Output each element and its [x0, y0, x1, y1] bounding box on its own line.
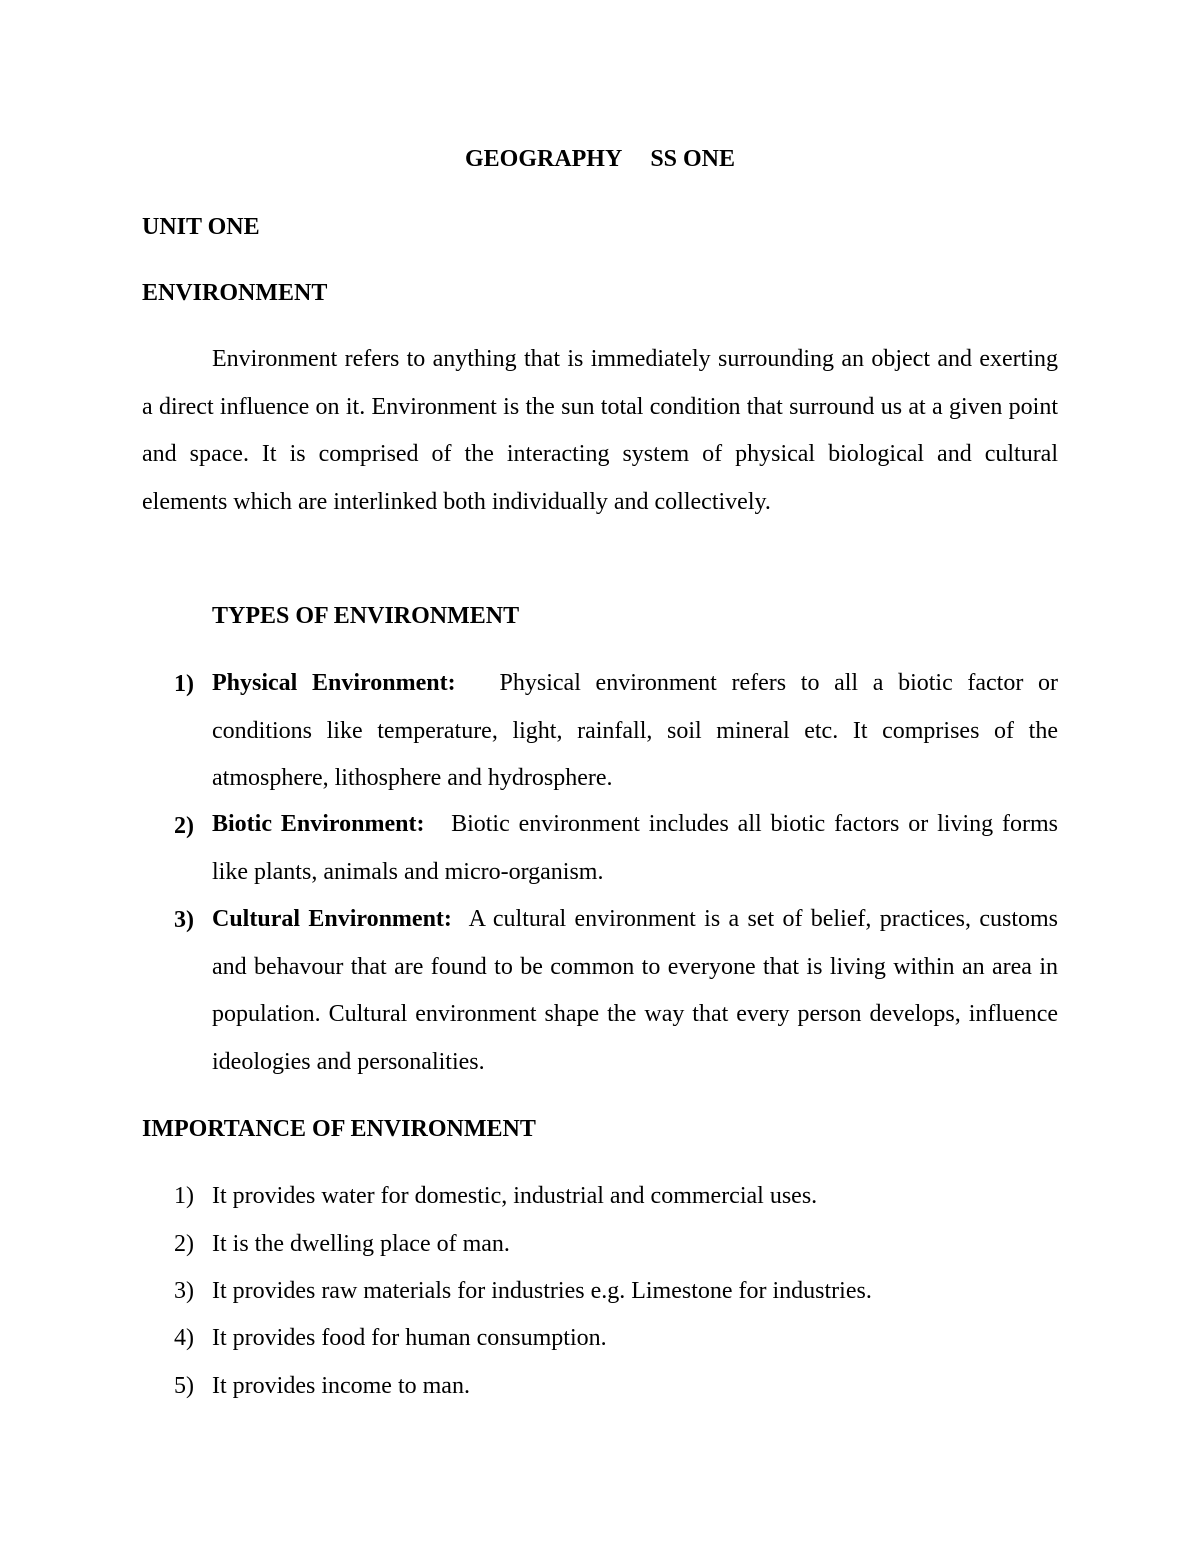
importance-number: 1): [174, 1183, 194, 1209]
topic-heading: ENVIRONMENT: [142, 280, 328, 306]
type-label: Biotic Environment:: [212, 811, 425, 837]
title-subject: GEOGRAPHY: [464, 146, 623, 172]
type-text: A cultural environment is a set of belief, practices, customs and behavour that are found to be common to everyone that is living within an area in population. Cultural environment shape the way that every person develops, influence ideologies and personalities.: [212, 906, 1059, 1075]
importance-number: 3): [174, 1278, 194, 1304]
type-label: Physical Environment:: [212, 670, 456, 696]
importance-item: It provides food for human consumption.: [212, 1325, 607, 1351]
title-class: SS ONE: [650, 146, 736, 172]
importance-item: It provides raw materials for industries e.g. Limestone for industries.: [212, 1278, 872, 1304]
document-title: [0, 145, 1200, 173]
type-item-cultural: [212, 896, 1058, 1086]
type-item-physical: [212, 660, 1058, 803]
importance-number: 4): [174, 1325, 194, 1351]
type-number: 1): [174, 671, 194, 697]
importance-item: It provides water for domestic, industrial and commercial uses.: [212, 1183, 818, 1209]
type-number: 2): [174, 813, 194, 839]
type-label: Cultural Environment:: [212, 906, 452, 932]
type-item-biotic: [212, 801, 1058, 896]
type-text: Biotic environment includes all biotic factors or living forms like plants, animals and micro-organism.: [212, 811, 1058, 885]
importance-item: It is the dwelling place of man.: [212, 1231, 510, 1257]
type-number: 3): [174, 907, 194, 933]
intro-paragraph: Environment refers to anything that is immediately surrounding an object and exerting a direct influence on it. Environment is the sun total condition that surround us at a given point and space. It is comprised of the interacting system of physical biological and cultural elements which are interlinked both individually and collectively.: [142, 346, 1058, 515]
importance-number: 5): [174, 1373, 194, 1399]
unit-heading: UNIT ONE: [142, 214, 260, 240]
importance-heading: IMPORTANCE OF ENVIRONMENT: [142, 1116, 536, 1142]
type-text: Physical environment refers to all a biotic factor or conditions like temperature, light, rainfall, soil mineral etc. It comprises of the atmosphere, lithosphere and hydrosphere.: [212, 670, 1058, 791]
importance-item: It provides income to man.: [212, 1373, 470, 1399]
importance-number: 2): [174, 1231, 194, 1257]
types-heading: TYPES OF ENVIRONMENT: [212, 603, 520, 629]
